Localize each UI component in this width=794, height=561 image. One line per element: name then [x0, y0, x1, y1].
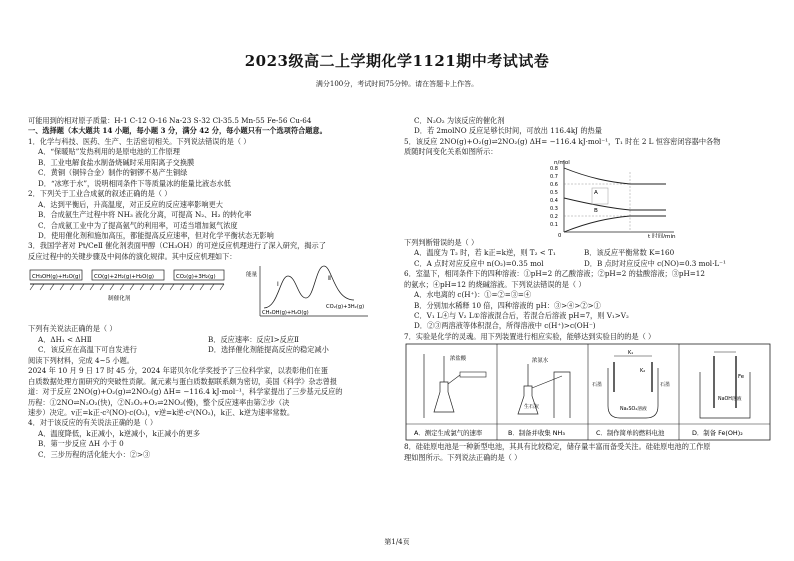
- label-graphite-right: 石墨: [660, 382, 671, 389]
- mech-box-2: CO(g)+2H₂(g)+H₂O(g): [94, 274, 155, 281]
- q6-option-c: C．V₁ L④与 V₂ L①溶液混合后，若混合后溶液 pH=7，则 V₁>V₂: [414, 310, 629, 320]
- q7-apparatus-table: [404, 342, 774, 442]
- tick-01: 0.1: [550, 221, 558, 228]
- q3-options-ab: [28, 335, 398, 345]
- question-3: 3．我国学者对 Pt/CeⅡ 催化剂表面甲醇（CH₃OH）的可逆反应机理进行了深入研究，揭示了: [28, 241, 326, 251]
- right-column: [404, 116, 774, 463]
- q6-option-b: B．分别加水稀释 10 倍，四种溶液的 pH：③>④>②>①: [414, 300, 601, 310]
- q5-chart: [404, 158, 774, 238]
- question-6-cont: 的氨水；④pH=12 的烧碱溶液。下列说法错误的是（ ）: [404, 279, 586, 289]
- mech-energy-label: 能量: [246, 272, 258, 279]
- chart-ticks: [550, 166, 558, 228]
- q5-options-cd: [404, 259, 774, 269]
- tick-04: 0.4: [550, 197, 558, 204]
- label-naoh: NaOH溶液: [718, 397, 742, 403]
- point-a-label: A: [594, 189, 598, 196]
- q5-ask: 下列判断错误的是（ ）: [404, 237, 479, 247]
- q7-option-c: C．制作简单的燃料电池: [596, 429, 665, 438]
- chart-y-label: n/mol: [554, 159, 570, 166]
- tick-06: 0.6: [550, 181, 558, 188]
- q3-option-a: A．ΔH₁ < ΔHⅡ: [38, 334, 92, 344]
- q5-option-b: B．该反应平衡常数 K=160: [584, 248, 675, 258]
- q4-option-a: A．温度降低，k正减小，k逆减小，k正减小的更多: [38, 428, 201, 438]
- mech-reactant: CH₃OH(g)+H₂O(g): [262, 310, 309, 317]
- label-quicklime: 生石灰: [524, 404, 540, 411]
- passage-line-4: 历程：①2NO⇌N₂O₂(快)，②N₂O₂+O₂⇌2NO₂(慢)，整个反应速率由第②步（决: [28, 397, 290, 407]
- tick-05: 0.5: [550, 189, 558, 196]
- q4-option-c: C．三步历程的活化能大小：②>③: [38, 449, 151, 459]
- q4-option-c2: C．N₂O₂ 为该反应的催化剂: [414, 116, 505, 125]
- q2-option-d: D．使用催化剂和施加高压，都能提高反应速率，但对化学平衡状态无影响: [38, 230, 274, 240]
- q5-option-d: D．B 点时对应反应中 c(NO)=0.3 mol·L⁻¹: [584, 258, 726, 268]
- q5-option-c: C．A 点时对应反应中 n(O₂)=0.35 mol: [414, 258, 544, 268]
- label-conc-ammonia: 浓氨水: [532, 358, 549, 365]
- passage-line-2: 白质数据处理方面研究的突破性贡献。氮元素与蛋白质数据联系颇为密切，美国《科学》杂志曾报: [28, 376, 338, 386]
- q2-option-c: C．合成氨工业中为了提高氨气的利用率，可适当增加氮气浓度: [38, 220, 238, 230]
- section-heading: 一、选择题（本大题共 14 小题，每小题 3 分，满分 42 分，每小题只有一个选项符合题意。: [28, 126, 327, 136]
- mechanism-figure: [28, 262, 398, 324]
- mech-box-1: CH₃OH(g)+H₂O(g): [32, 274, 81, 281]
- label-na2so4: Na₂SO₄溶液: [620, 407, 647, 413]
- mech-step-2: Ⅱ: [328, 275, 331, 283]
- question-7: 7．实验是化学的灵魂。用下列装置进行相应实验，能够达到实验目的的是（ ）: [404, 331, 656, 341]
- q1-option-a: A．“保暖贴”发热利用的是原电池的工作原理: [38, 147, 180, 157]
- label-graphite-left: 石墨: [592, 382, 603, 389]
- apparatus-figure: [404, 342, 774, 442]
- q4-option-d: D．若 2molNO 反应足够长时间，可放出 116.4kJ 的热量: [414, 126, 602, 136]
- tick-07: 0.7: [550, 173, 558, 180]
- passage-line-3: 道：对于反应 2NO(g)+O₂(g)⇌2NO₂(g) ΔH= −116.4 kJ·mol⁻¹，科学家提出了三步基元反应的: [28, 387, 343, 397]
- left-column: [28, 100, 398, 460]
- series-no2: [564, 216, 666, 232]
- point-b-label: B: [594, 207, 598, 214]
- mech-caption: 制催化剂: [108, 296, 131, 303]
- question-5: 5．该反应 2NO(g)+O₂(g)⇌2NO₂(g) ΔH= −116.4 kJ·mol⁻¹，T₁ 时在 2 L 恒容密闭容器中各物: [404, 136, 721, 146]
- passage-line-5: 速步）决定。v正=k正·c²(NO)·c(O₂)，v逆=k逆·c²(NO₂)，k正、k逆为速率常数。: [28, 407, 295, 417]
- q6-option-d: D．②③两溶液等体积混合，所得溶液中 c(H⁺)>c(OH⁻): [414, 321, 596, 331]
- q1-option-c: C．黄铜（铜锌合金）制作的铜锣不易产生铜绿: [38, 168, 188, 178]
- q4-option-b: B．第一步反应 ΔH 小于 0: [38, 439, 124, 449]
- question-8: 8．硅硅原电池是一种新型电池，其具有比较稳定，储存量丰富而备受关注。硅硅原电池的工作原: [404, 442, 711, 452]
- q3-options-cd: [28, 345, 398, 355]
- q3-ask: 下列有关说法正确的是（ ）: [28, 324, 117, 334]
- tick-03: 0.3: [550, 205, 558, 212]
- q3-option-d: D．选择催化剂能提高反应的稳定减小: [208, 345, 329, 355]
- label-fe: Fe: [738, 374, 745, 381]
- label-conc-hcl: 浓盐酸: [450, 356, 467, 363]
- reading-intro: 阅读下列材料，完成 4~5 小题。: [28, 355, 134, 365]
- passage-line-1: 2024 年 10 月 9 日 17 时 45 分，2024 年诺贝尔化学奖授予了三位科学家，以表彰他们在蛋: [28, 366, 328, 376]
- q7-option-b: B．制备并收集 NH₃: [508, 429, 565, 438]
- question-8-cont: 理如图所示。下列说法正确的是（ ）: [404, 452, 522, 462]
- q3-option-b: B．反应速率：反应Ⅰ>反应Ⅱ: [208, 334, 299, 344]
- exam-subtitle: 满分100分，考试时间75分钟。请在答题卡上作答。: [315, 80, 479, 88]
- tick-08: 0.8: [550, 165, 558, 172]
- tick-02: 0.2: [550, 213, 558, 220]
- question-4: 4．对于该反应的有关说法正确的是（ ）: [28, 418, 158, 428]
- q5-options-ab: [404, 248, 774, 258]
- question-6: 6．室温下，相同条件下的四种溶液：①pH=2 的乙酸溶液；②pH=2 的盐酸溶液；③pH=12: [404, 269, 705, 279]
- label-k1: K₁: [628, 350, 634, 357]
- q2-option-b: B．合成氨生产过程中将 NH₃ 液化分离，可提高 N₂、H₂ 的转化率: [38, 210, 252, 220]
- question-1: 1．化学与科技、医药、生产、生活密切相关。下列说法错误的是（ ）: [28, 136, 251, 146]
- q7-option-d: D．制备 Fe(OH)₂: [692, 429, 743, 438]
- question-3-cont: 反应过程中的关键步骤及中间体的演化规律。其中反应机理如下：: [28, 251, 237, 261]
- atomic-masses: 可能用到的相对原子质量：H-1 C-12 O-16 Na-23 S-32 Cl-35.5 Mn-55 Fe-56 Cu-64: [28, 116, 312, 125]
- q6-option-a: A．水电离的 c(H⁺)：①=②=③=④: [414, 290, 532, 300]
- q5-option-a: A．温度为 T₂ 时，若 k正=k逆，则 T₂ < T₁: [414, 248, 556, 258]
- series-no: [564, 168, 666, 184]
- series-o2: [564, 198, 666, 210]
- label-k2: K₂: [640, 368, 646, 375]
- page-number: 第1/4页: [384, 538, 410, 546]
- question-5-cont: 质随时间变化关系如图所示：: [404, 147, 498, 157]
- q7-option-a: A．测定生成氯气的速率: [414, 429, 483, 438]
- chart-x-label: t 时间/min: [648, 233, 676, 238]
- mech-product: CO₂(g)+3H₂(g): [326, 304, 365, 311]
- q1-option-b: B．工业电解食盐水制备烧碱时采用阳离子交换膜: [38, 157, 195, 167]
- q1-option-d: D．“冰寒于水”，说明相同条件下等质量冰的能量比液态水低: [38, 178, 231, 188]
- moles-time-graph: [404, 158, 774, 238]
- chart-origin: 0: [558, 232, 562, 238]
- page-title: 2023级高二上学期化学1121期中考试试卷: [244, 52, 550, 70]
- mech-box-3: CO₂(g)+3H₂(g): [176, 274, 216, 281]
- q3-option-c: C．该反应在高温下可自发进行: [38, 345, 137, 355]
- q2-option-a: A．达到平衡后，升高温度，对正反应的反应速率影响更大: [38, 199, 223, 209]
- question-2: 2．下列关于工业合成氨的叙述正确的是（ ）: [28, 189, 172, 199]
- mechanism-diagram: [28, 262, 398, 324]
- mech-step-1: Ⅰ: [277, 281, 279, 289]
